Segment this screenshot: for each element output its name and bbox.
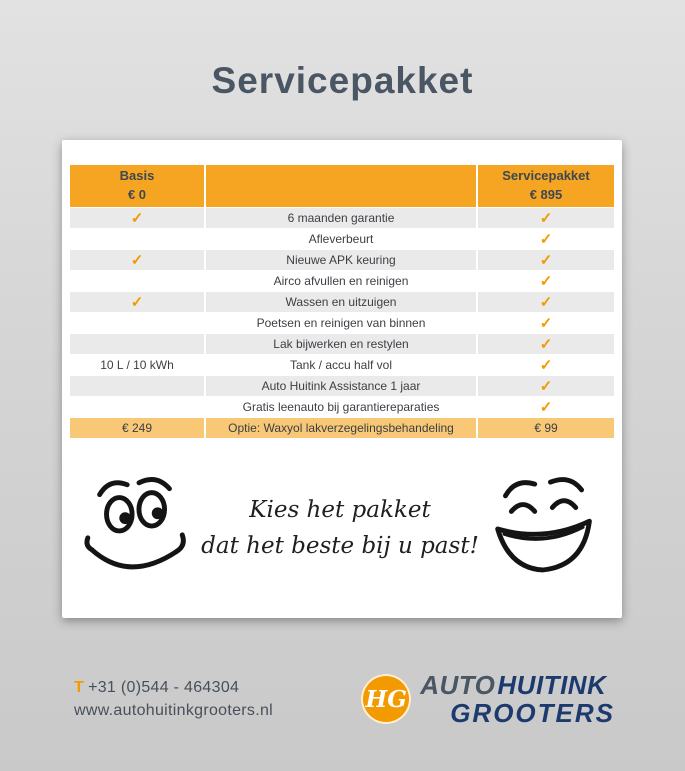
smiley-laugh-icon <box>484 470 606 588</box>
service-cell: ✓ <box>539 336 553 353</box>
tagline-row <box>62 439 622 593</box>
smiley-wink-icon <box>78 465 196 593</box>
basis-cell <box>70 229 204 249</box>
service-package-card <box>62 140 622 618</box>
feature-label: Tank / accu half vol <box>204 355 478 375</box>
feature-column-header <box>204 165 478 207</box>
tagline-line-2: dat het beste bij u past! <box>201 533 479 559</box>
table-row <box>70 292 614 313</box>
table-row <box>70 250 614 271</box>
basis-cell <box>70 376 204 396</box>
logo-word-huitink: HUITINK <box>497 670 607 700</box>
tagline <box>196 493 484 564</box>
logo-text <box>420 672 615 726</box>
service-cell: ✓ <box>539 357 553 374</box>
service-cell: ✓ <box>539 252 553 269</box>
basis-price: € 0 <box>127 187 147 202</box>
table-header <box>70 165 614 208</box>
table-row <box>70 208 614 229</box>
service-cell: ✓ <box>539 231 553 248</box>
comparison-table <box>70 165 614 439</box>
table-body <box>70 208 614 439</box>
service-cell: ✓ <box>539 378 553 395</box>
basis-column-header <box>70 165 204 207</box>
basis-cell <box>70 271 204 291</box>
feature-label: Optie: Waxyol lakverzegelingsbehandeling <box>204 418 478 438</box>
service-cell: ✓ <box>539 210 553 227</box>
dealer-logo <box>361 672 615 726</box>
service-cell: € 99 <box>534 421 558 435</box>
feature-label: Nieuwe APK keuring <box>204 250 478 270</box>
service-cell: ✓ <box>539 399 553 416</box>
table-row <box>70 355 614 376</box>
basis-cell: ✓ <box>130 252 144 269</box>
service-cell: ✓ <box>539 294 553 311</box>
table-row <box>70 397 614 418</box>
phone-number: +31 (0)544 - 464304 <box>88 678 240 696</box>
service-cell: ✓ <box>539 273 553 290</box>
phone-line <box>74 676 273 699</box>
footer <box>0 672 685 726</box>
feature-label: Wassen en uitzuigen <box>204 292 478 312</box>
basis-title: Basis <box>119 168 155 184</box>
logo-word-grooters: GROOTERS <box>450 698 615 728</box>
basis-cell <box>70 313 204 333</box>
basis-cell: 10 L / 10 kWh <box>100 358 174 372</box>
website-link[interactable]: www.autohuitinkgrooters.nl <box>74 702 274 719</box>
table-row <box>70 271 614 292</box>
logo-line-1 <box>420 672 615 698</box>
feature-label: Airco afvullen en reinigen <box>204 271 478 291</box>
feature-label: Poetsen en reinigen van binnen <box>204 313 478 333</box>
feature-label: Gratis leenauto bij garantiereparaties <box>204 397 478 417</box>
logo-monogram: HG <box>365 685 407 713</box>
table-row <box>70 418 614 439</box>
feature-label: Auto Huitink Assistance 1 jaar <box>204 376 478 396</box>
table-row <box>70 313 614 334</box>
service-price: € 895 <box>529 187 563 202</box>
service-column-header <box>478 165 614 207</box>
table-row <box>70 376 614 397</box>
basis-cell: € 249 <box>121 421 153 435</box>
service-cell: ✓ <box>539 315 553 332</box>
feature-label: Lak bijwerken en restylen <box>204 334 478 354</box>
basis-cell <box>70 334 204 354</box>
tagline-line-1: Kies het pakket <box>249 497 431 524</box>
phone-prefix: T <box>74 678 85 696</box>
page-title: Servicepakket <box>211 60 474 101</box>
basis-cell <box>70 397 204 417</box>
basis-cell: ✓ <box>130 210 144 227</box>
service-title: Servicepakket <box>502 168 590 184</box>
feature-label: 6 maanden garantie <box>204 208 478 228</box>
table-row <box>70 229 614 250</box>
contact-block <box>74 676 273 722</box>
table-row <box>70 334 614 355</box>
logo-word-auto: AUTO <box>420 670 496 700</box>
logo-monogram-icon <box>361 674 411 724</box>
feature-label: Afleverbeurt <box>204 229 478 249</box>
basis-cell: ✓ <box>130 294 144 311</box>
